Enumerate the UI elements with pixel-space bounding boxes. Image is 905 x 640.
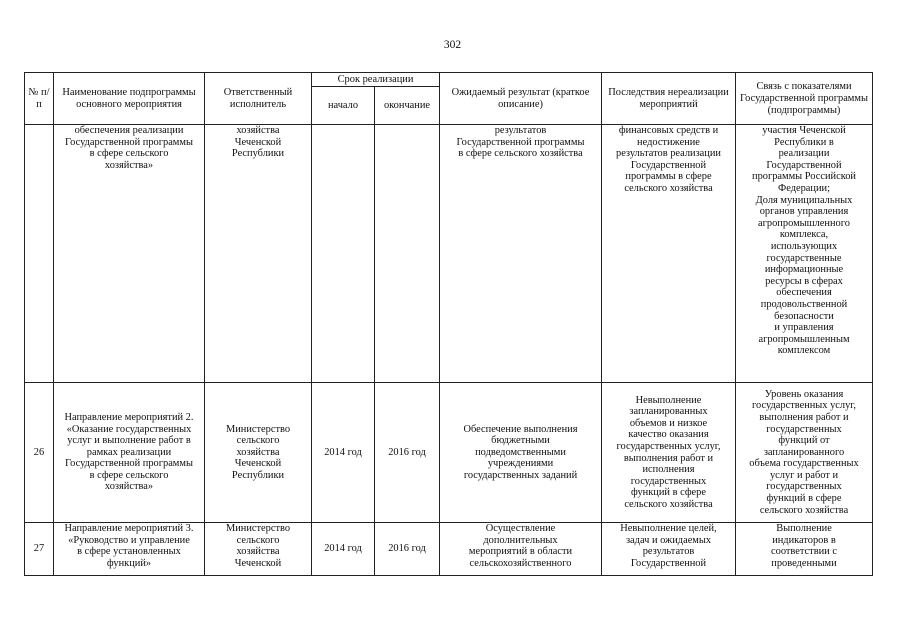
cell-num: 26	[25, 383, 54, 523]
cell-executor-wrap	[205, 523, 312, 576]
cell-result: Осуществление дополнительных мероприятий в области сельскохозяйственного	[468, 523, 573, 569]
cell-executor: Министерство сельского хозяйства Чеченской	[225, 523, 291, 569]
header-num: № п/п	[25, 73, 54, 125]
cell-executor: Министерство сельского хозяйства Чеченской Республики	[205, 383, 312, 523]
header-end: окончание	[375, 87, 440, 125]
cell-result: результатов Государственной программы в сфере сельского хозяйства	[440, 125, 602, 383]
cell-link: участия Чеченской Республики в реализации Государственной программы Российской Федерации; Доля муниципальных органов управления агропромышленного комплекса, использующих государственные информационные ресурсы в сферах обеспечения продовольственной безопасности и управления агропромышленным комплексом	[736, 125, 873, 383]
header-result: Ожидаемый результат (краткое описание)	[440, 73, 602, 125]
cell-start: 2014 год	[312, 523, 375, 576]
cell-consequences: Невыполнение целей, задач и ожидаемых результатов Государственной	[620, 523, 717, 569]
cell-name-wrap	[54, 523, 205, 576]
header-executor: Ответственный исполнитель	[205, 73, 312, 125]
cell-end: 2016 год	[375, 523, 440, 576]
table-row	[25, 125, 873, 383]
header-link: Связь с показателями Государственной программы (подпрограммы)	[736, 73, 873, 125]
cell-link: Уровень оказания государственных услуг, выполнения работ и государственных функций от запланированного объема государственных услуг и работ и государственных функций в сфере сельского хозяйства	[736, 383, 873, 523]
cell-consequences: Невыполнение запланированных объемов и низкое качество оказания государственных услуг, выполнения работ и исполнения государственных функций в сфере сельского хозяйства	[602, 383, 736, 523]
cell-link-wrap	[736, 523, 873, 576]
page-number: 302	[443, 39, 462, 51]
cell-result: Обеспечение выполнения бюджетными подведомственными учреждениями государственных заданий	[440, 383, 602, 523]
measures-table	[24, 72, 873, 576]
cell-start	[312, 125, 375, 383]
header-period: Срок реализации	[312, 73, 440, 87]
cell-executor: хозяйства Чеченской Республики	[205, 125, 312, 383]
cell-start: 2014 год	[312, 383, 375, 523]
header-start: начало	[312, 87, 375, 125]
cell-num: 27	[25, 523, 54, 576]
cell-name: Направление мероприятий 3. «Руководство и управление в сфере установленных функций»	[64, 523, 194, 569]
cell-end	[375, 125, 440, 383]
cell-name: Направление мероприятий 2. «Оказание государственных услуг и выполнение работ в рамках реализации Государственной программы в сфере сельского хозяйства»	[54, 383, 205, 523]
cell-name: обеспечения реализации Государственной программы в сфере сельского хозяйства»	[54, 125, 205, 383]
table-row	[25, 383, 873, 523]
cell-link: Выполнение индикаторов в соответствии с проведенными	[771, 523, 837, 569]
table-row	[25, 523, 873, 576]
header-consequences: Последствия нереализации мероприятий	[602, 73, 736, 125]
cell-num	[25, 125, 54, 383]
cell-consequences: финансовых средств и недостижение результатов реализации Государственной программы в сфере сельского хозяйства	[602, 125, 736, 383]
header-name: Наименование подпрограммы основного мероприятия	[54, 73, 205, 125]
cell-result-wrap	[440, 523, 602, 576]
cell-end: 2016 год	[375, 383, 440, 523]
cell-consequences-wrap	[602, 523, 736, 576]
